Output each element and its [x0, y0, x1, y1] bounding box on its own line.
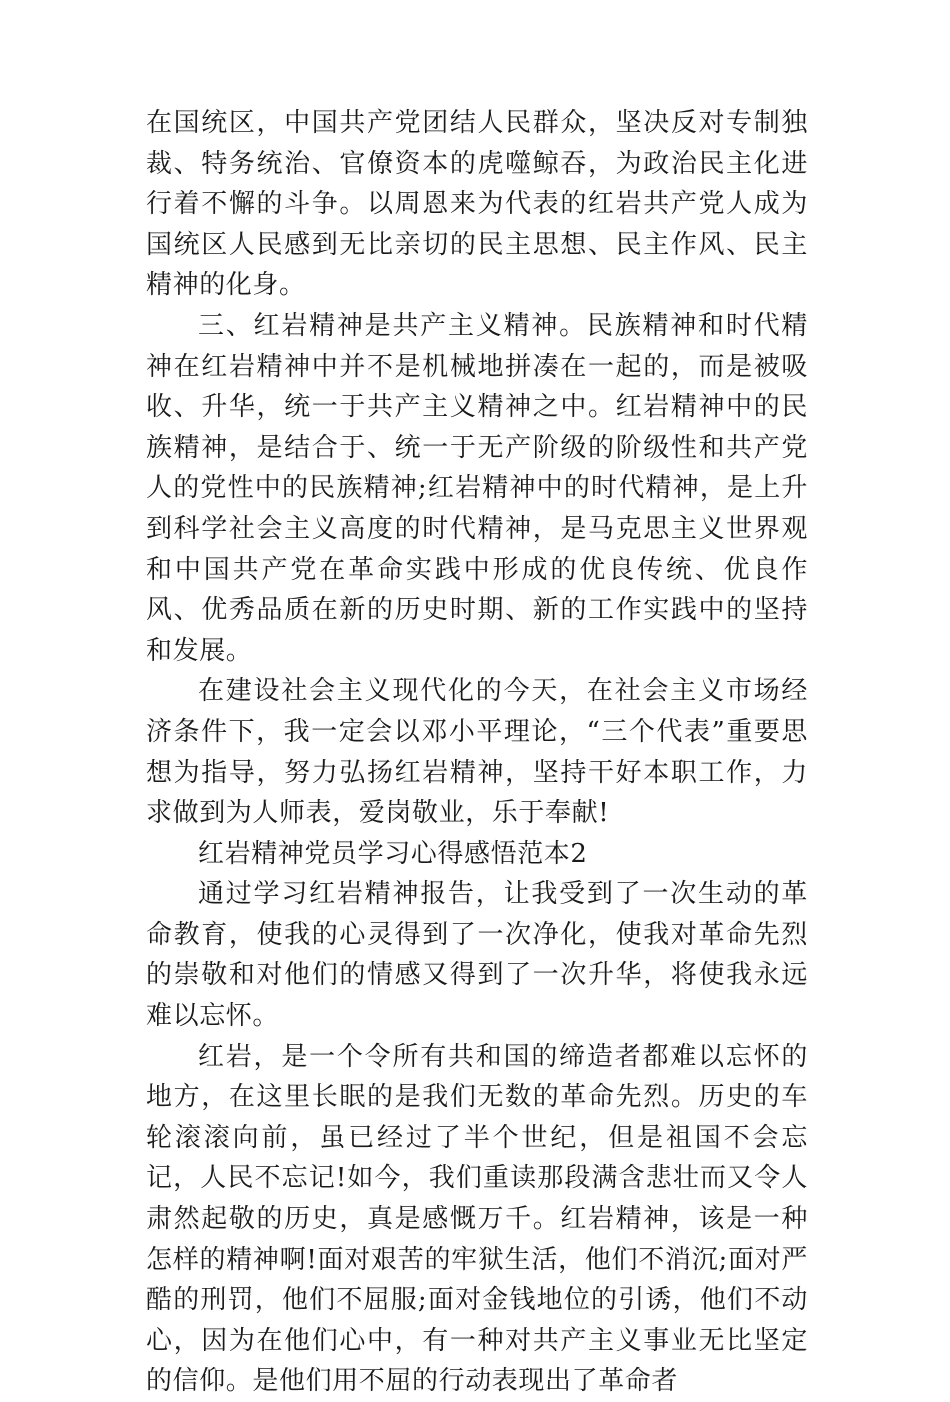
paragraph-hongyan: 红岩，是一个令所有共和国的缔造者都难以忘怀的地方，在这里长眠的是我们无数的革命先烈。历史的车轮滚滚向前，虽已经过了半个世纪，但是祖国不会忘记，人民不忘记!如今，我们重读那段满含悲壮而又令人肃然起敬的历史，真是感慨万千。红岩精神，该是一种怎样的精神啊!面对艰苦的牢狱生活，他们不消沉;面对严酷的刑罚，他们不屈服;面对金钱地位的引诱，他们不动心，因为在他们心中，有一种对共产主义事业无比坚定的信仰。是他们用不屈的行动表现出了革命者 — [146, 1041, 808, 1397]
paragraph-study-report: 通过学习红岩精神报告，让我受到了一次生动的革命教育，使我的心灵得到了一次净化，使我对革命先烈的崇敬和对他们的情感又得到了一次升华，将使我永远难以忘怀。 — [146, 879, 808, 1032]
paragraph-modernization: 在建设社会主义现代化的今天，在社会主义市场经济条件下，我一定会以邓小平理论，“三个代表”重要思想为指导，努力弘扬红岩精神，坚持干好本职工作，力求做到为人师表，爱岗敬业，乐于奉献! — [146, 676, 808, 829]
section-heading-sample-2: 红岩精神党员学习心得感悟范本2 — [198, 838, 588, 869]
document-body — [146, 103, 808, 1402]
paragraph-communist-spirit: 三、红岩精神是共产主义精神。民族精神和时代精神在红岩精神中并不是机械地拼凑在一起的，而是被吸收、升华，统一于共产主义精神之中。红岩精神中的民族精神，是结合于、统一于无产阶级的阶级性和共产党人的党性中的民族精神;红岩精神中的时代精神，是上升到科学社会主义高度的时代精神，是马克思主义世界观和中国共产党在革命实践中形成的优良传统、优良作风、优秀品质在新的历史时期、新的工作实践中的坚持和发展。 — [146, 310, 808, 666]
paragraph-guotongqu: 在国统区，中国共产党团结人民群众，坚决反对专制独裁、特务统治、官僚资本的虎噬鲸吞，为政治民主化进行着不懈的斗争。以周恩来为代表的红岩共产党人成为国统区人民感到无比亲切的民主思想、民主作风、民主精神的化身。 — [146, 108, 808, 301]
